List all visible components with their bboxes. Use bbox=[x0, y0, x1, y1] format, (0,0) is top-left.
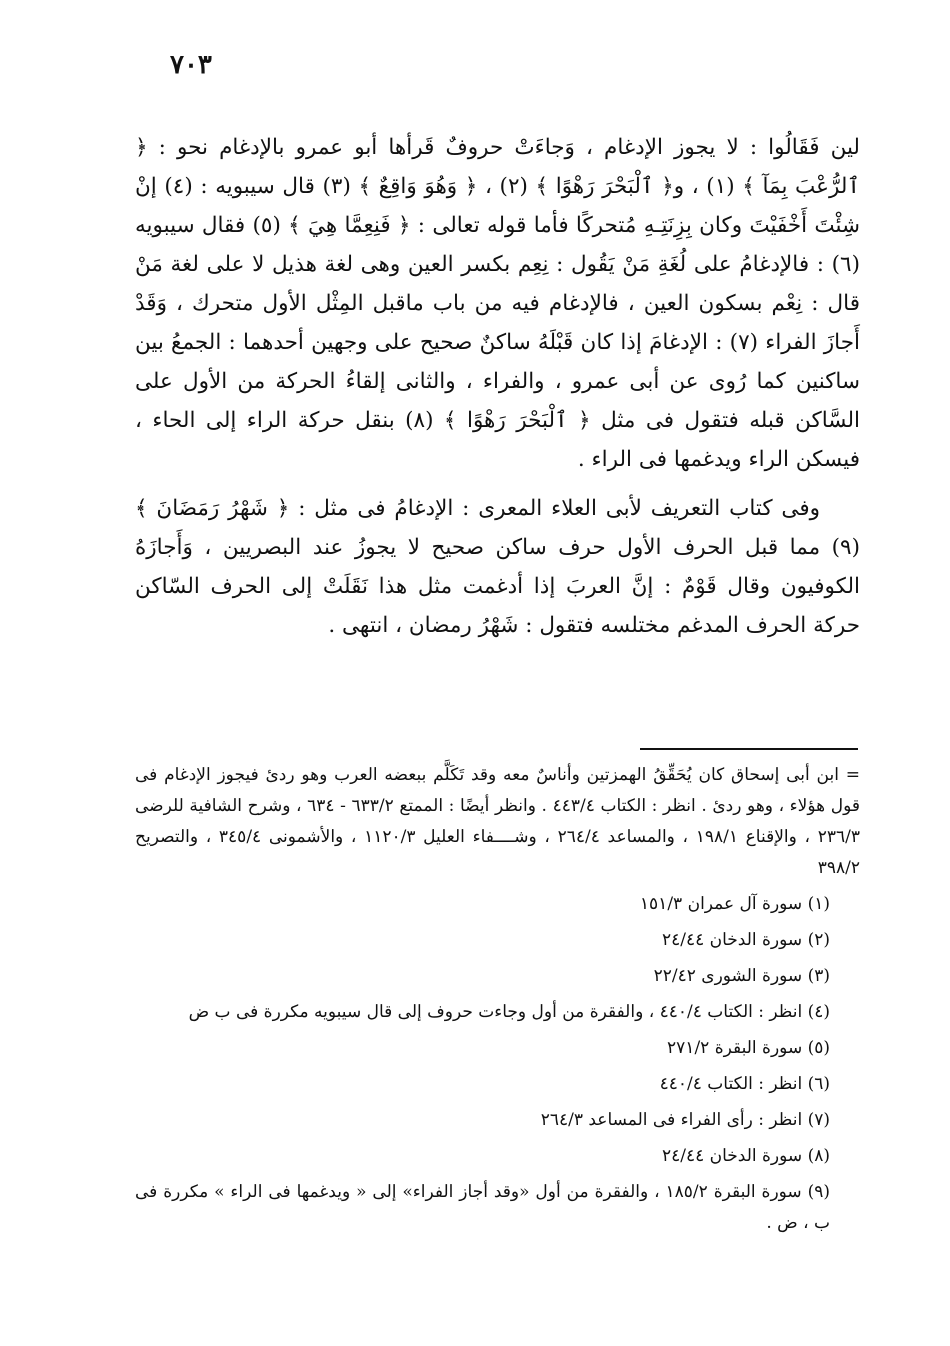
footnote: (٣) سورة الشورى ٢٢/٤٢ bbox=[653, 966, 830, 986]
footnote: (٩) سورة البقرة ١٨٥/٢ ، والفقرة من أول «وقد أجاز الفراء» إلى « ويدغمها فى الراء » مكررة فى ب ، ض . bbox=[135, 1182, 831, 1233]
footnote: (٤) انظر : الكتاب ٤٤٠/٤ ، والفقرة من أول وجاءت حروف إلى قال سيبويه مكررة فى ب ض bbox=[188, 1002, 830, 1022]
main-body bbox=[135, 128, 860, 645]
footnote: (٥) سورة البقرة ٢٧١/٢ bbox=[667, 1038, 830, 1058]
footnotes bbox=[135, 760, 860, 1239]
footnote: (٧) انظر : رأى الفراء فى المساعد ٢٦٤/٣ bbox=[540, 1110, 830, 1130]
footnote-continuation: = ابن أبى إسحاق كان يُحَقِّقُ الهمزتين وأناسٌ معه وقد تَكَلَّم ببعضه العرب وهو ردئ فيجوز الإدغام فى قول هؤلاء ، وهو ردئ . انظر : الكتاب ٤٤٣/٤ . وانظر أيضًا : الممتع ٦٣٣/٢ - ٦٣٤ ، وشرح الشافية للرضى ٢٣٦/٣ ، والإقناع ١٩٨/١ ، والمساعد ٢٦٤/٤ ، وشــــفاء العليل ١١٢٠/٣ ، والأشمونى ٣٤٥/٤ ، والتصريح ٣٩٨/٢ bbox=[135, 765, 860, 878]
footnote: (٨) سورة الدخان ٢٤/٤٤ bbox=[661, 1146, 830, 1166]
page-number: ٧٠٣ bbox=[170, 50, 212, 80]
footnote: (١) سورة آل عمران ١٥١/٣ bbox=[639, 894, 830, 914]
paragraph: وفى كتاب التعريف لأبى العلاء المعرى : الإدغامُ فى مثل : ﴿ شَهْرُ رَمَضَانَ ﴾ (٩) مما قبل الحرف الأول حرف ساكن صحيح لا يجوزُ عند البصريين ، وَأَجازَهُ الكوفيون وقال قَوْمٌ : إنَّ العربَ إذا أدغمت مثل هذا نَقَلَتْ إلى الحرف السّاكن حركة الحرف المدغم مختلسه فتقول : شَهْرُ رمضان ، انتهى . bbox=[135, 496, 860, 638]
footnote: (٦) انظر : الكتاب ٤٤٠/٤ bbox=[659, 1074, 830, 1094]
footnote: (٢) سورة الدخان ٢٤/٤٤ bbox=[661, 930, 830, 950]
paragraph: لين فَقَالُوا : لا يجوز الإدغام ، وَجاءَتْ حروفٌ قَرأها أبو عمرو بالإدغام نحو : ﴿ ٱلرُّعْبَ بِمَآ ﴾ (١) ، و﴿ ٱلْبَحْرَ رَهْوًا ﴾ (٢) ، ﴿ وَهُوَ وَاقِعٌ ﴾ (٣) قال سيبويه : (٤) إنْ شِئْتَ أَخْفَيْتَ وكان بِزِنَتِـهِ مُتحركًا فأما قوله تعالى : ﴿ فَنِعِمَّا هِيَ ﴾ (٥) فقال سيبويه (٦) : فالإدغامُ على لُغَةِ مَنْ يَقُول : نِعِم بكسر العين وهى لغة هذيل لا على لغة مَنْ قال : نِعْم بسكون العين ، فالإدغام فيه من باب ماقبل المِثْل الأول متحرك ، وَقَدْ أَجازَ الفراء (٧) : الإدغامَ إذا كان قَبْلَهُ ساكنٌ صحيح على وجهين أحدهما : الجمعُ بين ساكنين كما رُوى عن أبى عمرو ، والفراء ، والثانى إلقاءُ الحركة من الأول على السَّاكن قبله فتقول فى مثل ﴿ ٱلْبَحْرَ رَهْوًا ﴾ (٨) بنقل حركة الراء إلى الحاء ، فيسكن الراء ويدغمها فى الراء . bbox=[135, 135, 860, 472]
footnote-separator bbox=[640, 748, 858, 750]
